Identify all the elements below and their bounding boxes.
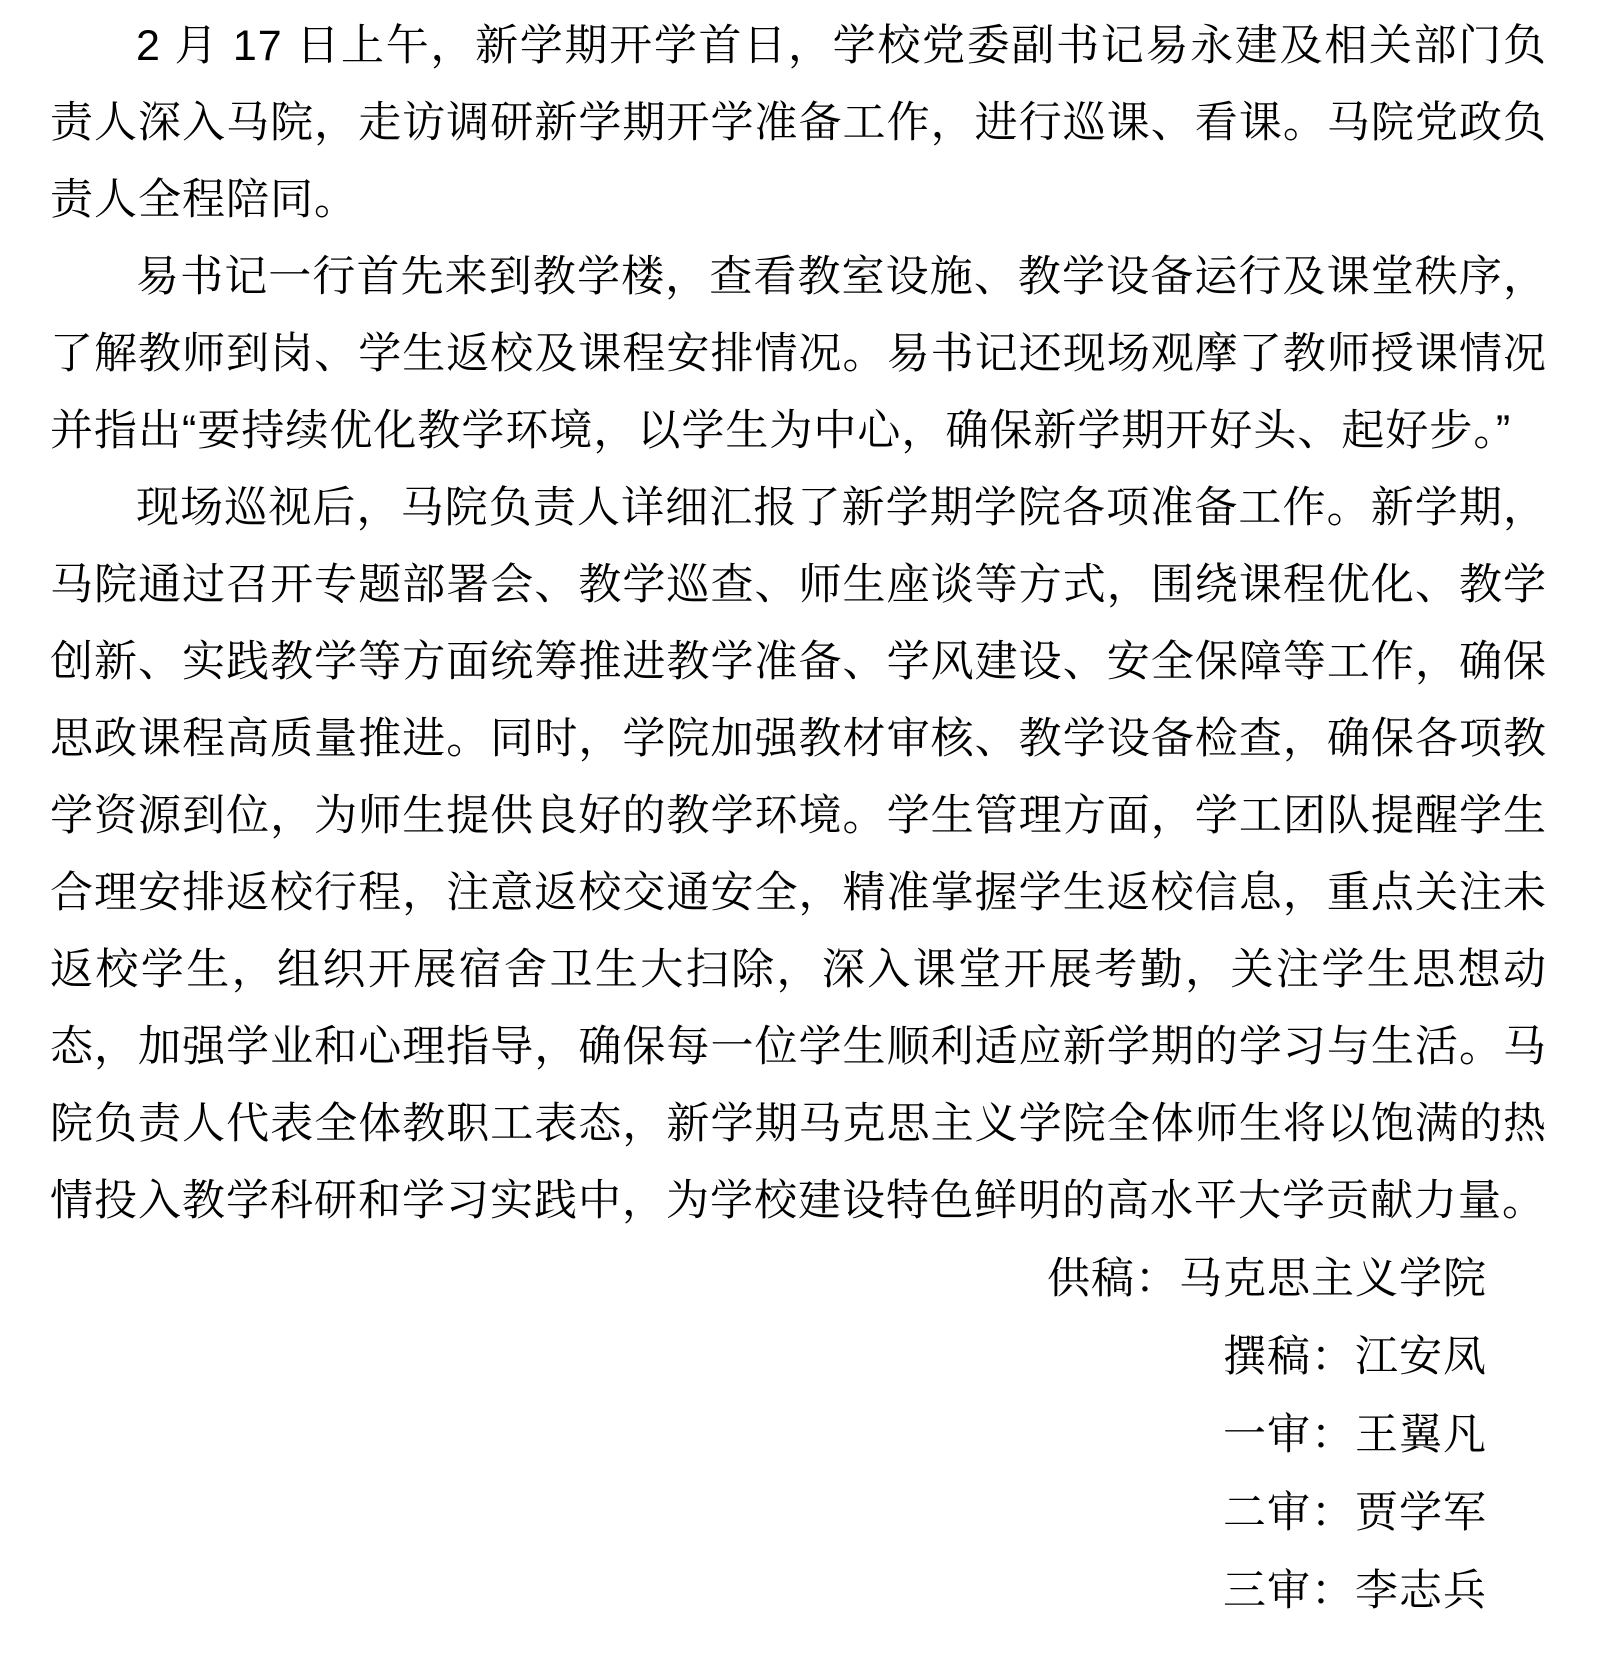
credit-line-first-review: 一审：王翼凡 — [1223, 1411, 1487, 1459]
paragraph-opening: 2 月 17 日上午，新学期开学首日，学校党委副书记易永建及相关部门负责人深入马院，走访调研新学期开学准备工作，进行巡课、看课。马院党政负责人全程陪同。 — [50, 22, 1547, 224]
paragraph-report: 现场巡视后，马院负责人详细汇报了新学期学院各项准备工作。新学期，马院通过召开专题部署会、教学巡查、师生座谈等方式，围绕课程优化、教学创新、实践教学等方面统筹推进教学准备、学风建设、安全保障等工作，确保思政课程高质量推进。同时，学院加强教材审核、教学设备检查，确保各项教学资源到位，为师生提供良好的教学环境。学生管理方面，学工团队提醒学生合理安排返校行程，注意返校交通安全，精准掌握学生返校信息，重点关注未返校学生，组织开展宿舍卫生大扫除，深入课堂开展考勤，关注学生思想动态，加强学业和心理指导，确保每一位学生顺利适应新学期的学习与生活。马院负责人代表全体教职工表态，新学期马克思主义学院全体师生将以饱满的热情投入教学科研和学习实践中，为学校建设特色鲜明的高水平大学贡献力量。 — [50, 484, 1547, 1225]
credits-block — [50, 1240, 1547, 1630]
credit-line-contributor: 供稿：马克思主义学院 — [1047, 1255, 1487, 1303]
credit-line-writer: 撰稿：江安凤 — [1223, 1333, 1487, 1381]
credit-line-second-review: 二审：贾学军 — [1223, 1489, 1487, 1537]
paragraph-inspection: 易书记一行首先来到教学楼，查看教室设施、教学设备运行及课堂秩序，了解教师到岗、学生返校及课程安排情况。易书记还现场观摩了教师授课情况并指出“要持续优化教学环境，以学生为中心，确保新学期开好头、起好步。” — [50, 253, 1547, 455]
credit-line-third-review: 三审：李志兵 — [1223, 1567, 1487, 1615]
